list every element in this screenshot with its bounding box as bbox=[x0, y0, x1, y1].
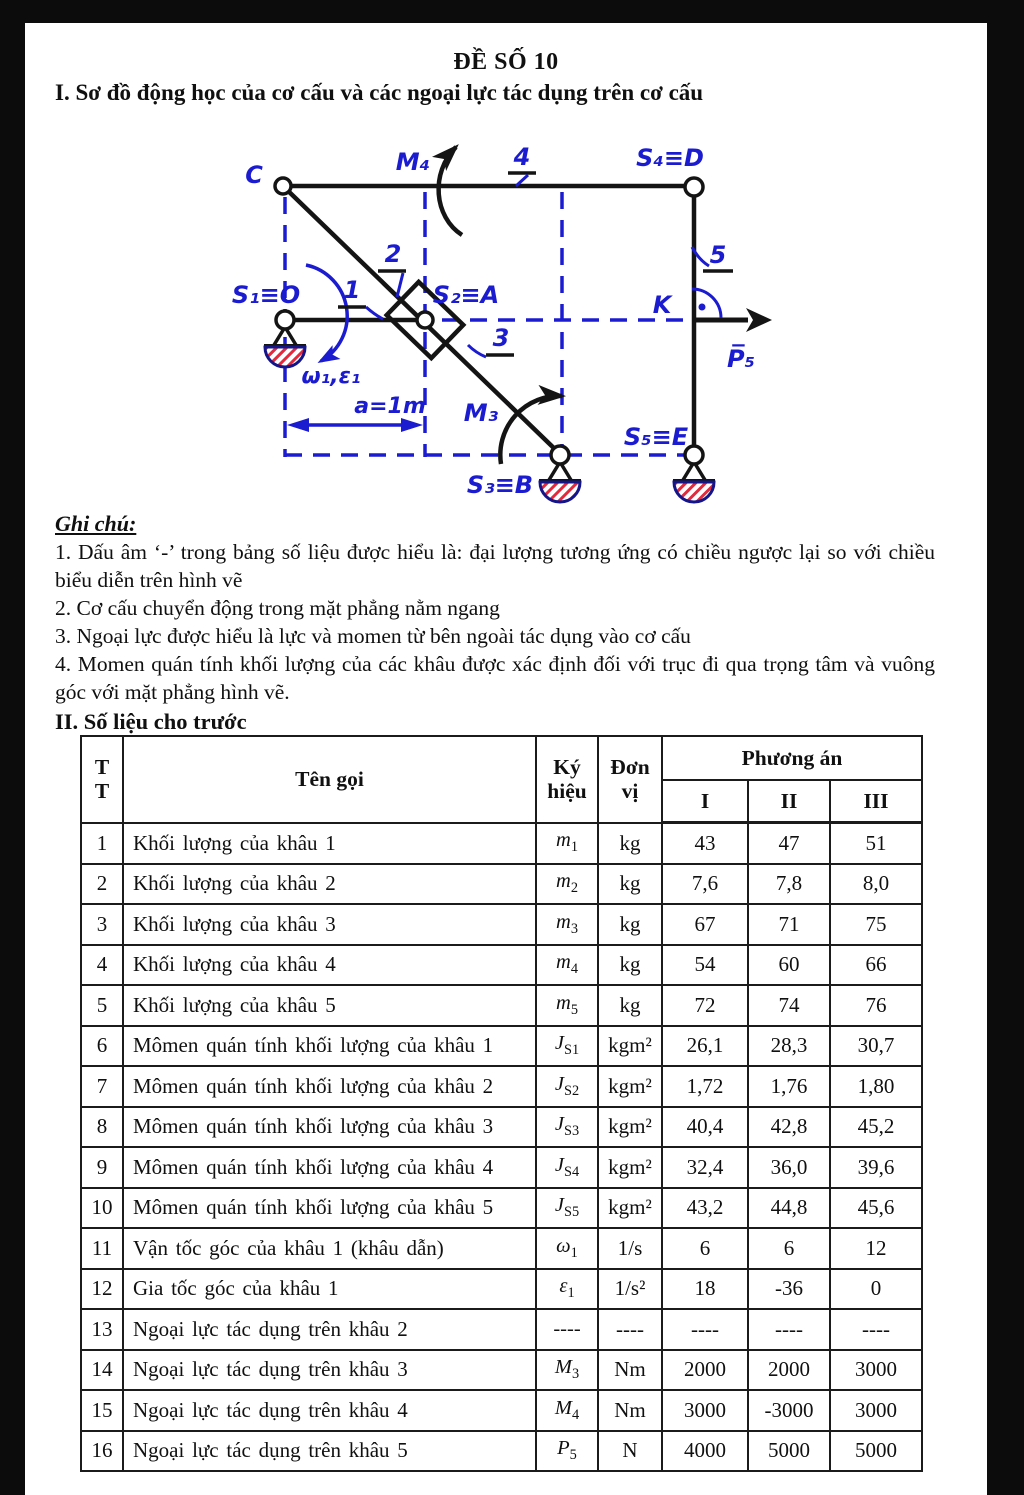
table-row bbox=[81, 1107, 922, 1148]
row-value-II: 47 bbox=[748, 823, 830, 864]
row-name: Ngoại lực tác dụng trên khâu 3 bbox=[123, 1350, 536, 1391]
dimension-arrow-left bbox=[287, 418, 309, 432]
row-unit: kgm² bbox=[598, 1066, 662, 1107]
table-row bbox=[81, 1431, 922, 1472]
header-unit bbox=[598, 736, 662, 823]
row-value-II: 44,8 bbox=[748, 1188, 830, 1229]
header-tt bbox=[81, 736, 123, 823]
row-value-I: 4000 bbox=[662, 1431, 748, 1472]
joint-B bbox=[551, 446, 569, 464]
row-unit: kg bbox=[598, 985, 662, 1026]
section2-heading: II. Số liệu cho trước bbox=[55, 709, 247, 734]
header-symbol-line1: Ký bbox=[553, 754, 581, 779]
row-name: Ngoại lực tác dụng trên khâu 2 bbox=[123, 1309, 536, 1350]
row-name: Mômen quán tính khối lượng của khâu 5 bbox=[123, 1188, 536, 1229]
row-symbol: $J_{S5}$ bbox=[536, 1188, 598, 1229]
row-symbol: $m_3$ bbox=[536, 904, 598, 945]
row-name: Khối lượng của khâu 1 bbox=[123, 823, 536, 864]
table-row bbox=[81, 1188, 922, 1229]
row-number: 15 bbox=[81, 1390, 123, 1431]
ground-support-B bbox=[539, 462, 581, 502]
row-value-III: ---- bbox=[830, 1309, 922, 1350]
label-S4D: S₄≡D bbox=[636, 144, 704, 172]
row-value-III: 75 bbox=[830, 904, 922, 945]
row-value-II: 2000 bbox=[748, 1350, 830, 1391]
mechanism-svg bbox=[210, 135, 790, 515]
row-name: Khối lượng của khâu 3 bbox=[123, 904, 536, 945]
table-row bbox=[81, 1269, 922, 1310]
row-unit: kgm² bbox=[598, 1147, 662, 1188]
label-M4: M₄ bbox=[395, 148, 431, 176]
row-value-III: 3000 bbox=[830, 1350, 922, 1391]
row-value-II: 71 bbox=[748, 904, 830, 945]
ground-support-O bbox=[264, 327, 306, 367]
table-row bbox=[81, 1309, 922, 1350]
label-S2A: S₂≡A bbox=[432, 281, 500, 309]
row-value-I: 32,4 bbox=[662, 1147, 748, 1188]
joint-O bbox=[276, 311, 294, 329]
notes-heading: Ghi chú: bbox=[55, 511, 137, 536]
row-value-III: 30,7 bbox=[830, 1026, 922, 1067]
row-name: Ngoại lực tác dụng trên khâu 4 bbox=[123, 1390, 536, 1431]
support-pad bbox=[674, 482, 714, 502]
label-K: K bbox=[652, 291, 672, 319]
row-symbol: $P_5$ bbox=[536, 1431, 598, 1472]
row-name: Khối lượng của khâu 2 bbox=[123, 864, 536, 905]
row-number: 5 bbox=[81, 985, 123, 1026]
row-symbol: $m_1$ bbox=[536, 823, 598, 864]
table-row bbox=[81, 1228, 922, 1269]
row-unit: Nm bbox=[598, 1390, 662, 1431]
data-table-wrap bbox=[80, 735, 923, 1472]
header-unit-line1: Đơn bbox=[610, 754, 650, 779]
row-value-I: 7,6 bbox=[662, 864, 748, 905]
data-table-body bbox=[81, 823, 922, 1472]
row-number: 9 bbox=[81, 1147, 123, 1188]
row-number: 7 bbox=[81, 1066, 123, 1107]
link3-tick bbox=[468, 345, 486, 357]
row-number: 14 bbox=[81, 1350, 123, 1391]
label-P5: P̅₅ bbox=[726, 345, 756, 373]
omega1-arc-arrow bbox=[306, 265, 347, 361]
row-name: Mômen quán tính khối lượng của khâu 2 bbox=[123, 1066, 536, 1107]
row-number: 10 bbox=[81, 1188, 123, 1229]
row-unit: kgm² bbox=[598, 1107, 662, 1148]
row-value-III: 3000 bbox=[830, 1390, 922, 1431]
support-pad bbox=[540, 482, 580, 502]
note-item-1: 1. Dấu âm ‘-’ trong bảng số liệu được hiểu là: đại lượng tương ứng có chiều ngược lại so với chiều biểu diễn trên hình vẽ bbox=[55, 540, 935, 592]
row-symbol: $J_{S1}$ bbox=[536, 1026, 598, 1067]
row-value-II: 42,8 bbox=[748, 1107, 830, 1148]
label-S5E: S₅≡E bbox=[623, 423, 689, 451]
label-link2: 2 bbox=[384, 240, 402, 268]
row-value-II: -36 bbox=[748, 1269, 830, 1310]
header-symbol-line2: hiệu bbox=[547, 779, 587, 804]
row-unit: N bbox=[598, 1431, 662, 1472]
row-value-III: 51 bbox=[830, 823, 922, 864]
row-name: Ngoại lực tác dụng trên khâu 5 bbox=[123, 1431, 536, 1472]
joint-D bbox=[685, 178, 703, 196]
header-variant-I: I bbox=[662, 780, 748, 823]
row-value-II: 60 bbox=[748, 945, 830, 986]
data-table bbox=[80, 735, 923, 1472]
header-name: Tên gọi bbox=[123, 736, 536, 823]
row-value-I: 26,1 bbox=[662, 1026, 748, 1067]
row-name: Khối lượng của khâu 4 bbox=[123, 945, 536, 986]
row-number: 1 bbox=[81, 823, 123, 864]
row-symbol: $J_{S4}$ bbox=[536, 1147, 598, 1188]
row-value-III: 0 bbox=[830, 1269, 922, 1310]
row-unit: kg bbox=[598, 864, 662, 905]
note-item-3: 3. Ngoại lực được hiểu là lực và momen từ bên ngoài tác dụng vào cơ cấu bbox=[55, 624, 691, 648]
row-name: Mômen quán tính khối lượng của khâu 4 bbox=[123, 1147, 536, 1188]
ground-support-E bbox=[673, 462, 715, 502]
row-value-I: 18 bbox=[662, 1269, 748, 1310]
row-number: 13 bbox=[81, 1309, 123, 1350]
row-unit: 1/s bbox=[598, 1228, 662, 1269]
joint-C bbox=[275, 178, 291, 194]
page-title: ĐỀ SỐ 10 bbox=[453, 49, 559, 75]
table-row bbox=[81, 1350, 922, 1391]
notes-block bbox=[55, 510, 935, 736]
row-value-I: 54 bbox=[662, 945, 748, 986]
row-value-I: 6 bbox=[662, 1228, 748, 1269]
header-unit-line2: vị bbox=[621, 779, 639, 804]
header-symbol bbox=[536, 736, 598, 823]
header-variant-III: III bbox=[830, 780, 922, 823]
label-link1: 1 bbox=[343, 276, 361, 304]
row-symbol: $J_{S2}$ bbox=[536, 1066, 598, 1107]
label-C: C bbox=[245, 161, 263, 189]
row-symbol: $\varepsilon_1$ bbox=[536, 1269, 598, 1310]
table-row bbox=[81, 904, 922, 945]
label-link5: 5 bbox=[709, 241, 727, 269]
row-value-II: -3000 bbox=[748, 1390, 830, 1431]
support-pad bbox=[265, 347, 305, 367]
K-angle-dot bbox=[699, 304, 706, 311]
table-row bbox=[81, 1066, 922, 1107]
force-P5-arrowhead bbox=[746, 308, 772, 332]
row-value-II: 1,76 bbox=[748, 1066, 830, 1107]
header-variant-II: II bbox=[748, 780, 830, 823]
row-value-III: 5000 bbox=[830, 1431, 922, 1472]
row-value-I: ---- bbox=[662, 1309, 748, 1350]
row-number: 11 bbox=[81, 1228, 123, 1269]
row-value-II: ---- bbox=[748, 1309, 830, 1350]
row-number: 3 bbox=[81, 904, 123, 945]
row-symbol: $m_5$ bbox=[536, 985, 598, 1026]
row-name: Gia tốc góc của khâu 1 bbox=[123, 1269, 536, 1310]
row-number: 4 bbox=[81, 945, 123, 986]
moment-M4-arrow bbox=[439, 147, 462, 235]
row-value-I: 43,2 bbox=[662, 1188, 748, 1229]
table-row bbox=[81, 864, 922, 905]
row-name: Mômen quán tính khối lượng của khâu 3 bbox=[123, 1107, 536, 1148]
row-symbol: $m_2$ bbox=[536, 864, 598, 905]
section1-heading: I. Sơ đồ động học của cơ cấu và các ngoại lực tác dụng trên cơ cấu bbox=[55, 80, 704, 105]
note-item-2: 2. Cơ cấu chuyển động trong mặt phẳng nằm ngang bbox=[55, 596, 500, 620]
label-S3B: S₃≡B bbox=[466, 471, 534, 499]
row-value-III: 45,6 bbox=[830, 1188, 922, 1229]
row-symbol: $\omega_1$ bbox=[536, 1228, 598, 1269]
row-name: Vận tốc góc của khâu 1 (khâu dẫn) bbox=[123, 1228, 536, 1269]
mechanism-diagram bbox=[210, 135, 790, 515]
row-unit: 1/s² bbox=[598, 1269, 662, 1310]
row-unit: kgm² bbox=[598, 1026, 662, 1067]
row-symbol: $J_{S3}$ bbox=[536, 1107, 598, 1148]
table-row bbox=[81, 1026, 922, 1067]
link2-tick bbox=[397, 273, 403, 297]
header-variant: Phương án bbox=[662, 736, 922, 780]
label-dim-a: a=1m bbox=[354, 394, 426, 419]
row-value-I: 3000 bbox=[662, 1390, 748, 1431]
row-value-III: 12 bbox=[830, 1228, 922, 1269]
document-page bbox=[25, 23, 987, 1495]
row-symbol: ---- bbox=[536, 1309, 598, 1350]
row-symbol: $m_4$ bbox=[536, 945, 598, 986]
row-value-II: 5000 bbox=[748, 1431, 830, 1472]
label-link3: 3 bbox=[492, 324, 510, 352]
row-value-I: 43 bbox=[662, 823, 748, 864]
row-value-III: 8,0 bbox=[830, 864, 922, 905]
joint-A bbox=[417, 312, 433, 328]
row-unit: kg bbox=[598, 823, 662, 864]
table-row bbox=[81, 985, 922, 1026]
row-value-I: 1,72 bbox=[662, 1066, 748, 1107]
row-number: 6 bbox=[81, 1026, 123, 1067]
row-number: 8 bbox=[81, 1107, 123, 1148]
row-name: Khối lượng của khâu 5 bbox=[123, 985, 536, 1026]
row-symbol: $M_3$ bbox=[536, 1350, 598, 1391]
table-row bbox=[81, 1147, 922, 1188]
row-value-III: 76 bbox=[830, 985, 922, 1026]
row-value-II: 28,3 bbox=[748, 1026, 830, 1067]
row-symbol: $M_4$ bbox=[536, 1390, 598, 1431]
row-number: 12 bbox=[81, 1269, 123, 1310]
header-tt-line2: T bbox=[94, 779, 110, 804]
row-value-II: 74 bbox=[748, 985, 830, 1026]
row-number: 2 bbox=[81, 864, 123, 905]
row-unit: ---- bbox=[598, 1309, 662, 1350]
label-M3: M₃ bbox=[463, 399, 499, 427]
row-value-II: 6 bbox=[748, 1228, 830, 1269]
row-value-III: 66 bbox=[830, 945, 922, 986]
row-value-III: 39,6 bbox=[830, 1147, 922, 1188]
row-unit: Nm bbox=[598, 1350, 662, 1391]
header-tt-line1: T bbox=[94, 754, 110, 779]
row-value-I: 67 bbox=[662, 904, 748, 945]
K-angle-arc bbox=[692, 289, 721, 318]
table-row bbox=[81, 823, 922, 864]
row-number: 16 bbox=[81, 1431, 123, 1472]
table-row bbox=[81, 1390, 922, 1431]
row-value-II: 7,8 bbox=[748, 864, 830, 905]
row-unit: kg bbox=[598, 904, 662, 945]
table-row bbox=[81, 945, 922, 986]
dimension-a bbox=[287, 418, 423, 432]
label-omega-eps: ω₁,ε₁ bbox=[301, 364, 361, 389]
row-unit: kg bbox=[598, 945, 662, 986]
row-value-I: 72 bbox=[662, 985, 748, 1026]
label-S1O: S₁≡O bbox=[231, 281, 301, 309]
row-value-II: 36,0 bbox=[748, 1147, 830, 1188]
row-value-III: 1,80 bbox=[830, 1066, 922, 1107]
row-value-I: 40,4 bbox=[662, 1107, 748, 1148]
row-value-I: 2000 bbox=[662, 1350, 748, 1391]
row-unit: kgm² bbox=[598, 1188, 662, 1229]
row-name: Mômen quán tính khối lượng của khâu 1 bbox=[123, 1026, 536, 1067]
link1-tick bbox=[366, 307, 383, 319]
label-link4: 4 bbox=[513, 143, 531, 171]
note-item-4: 4. Momen quán tính khối lượng của các khâu được xác định đối với trục đi qua trọng tâm và vuông góc với mặt phẳng hình vẽ. bbox=[55, 652, 935, 704]
dimension-arrow-right bbox=[401, 418, 423, 432]
row-value-III: 45,2 bbox=[830, 1107, 922, 1148]
